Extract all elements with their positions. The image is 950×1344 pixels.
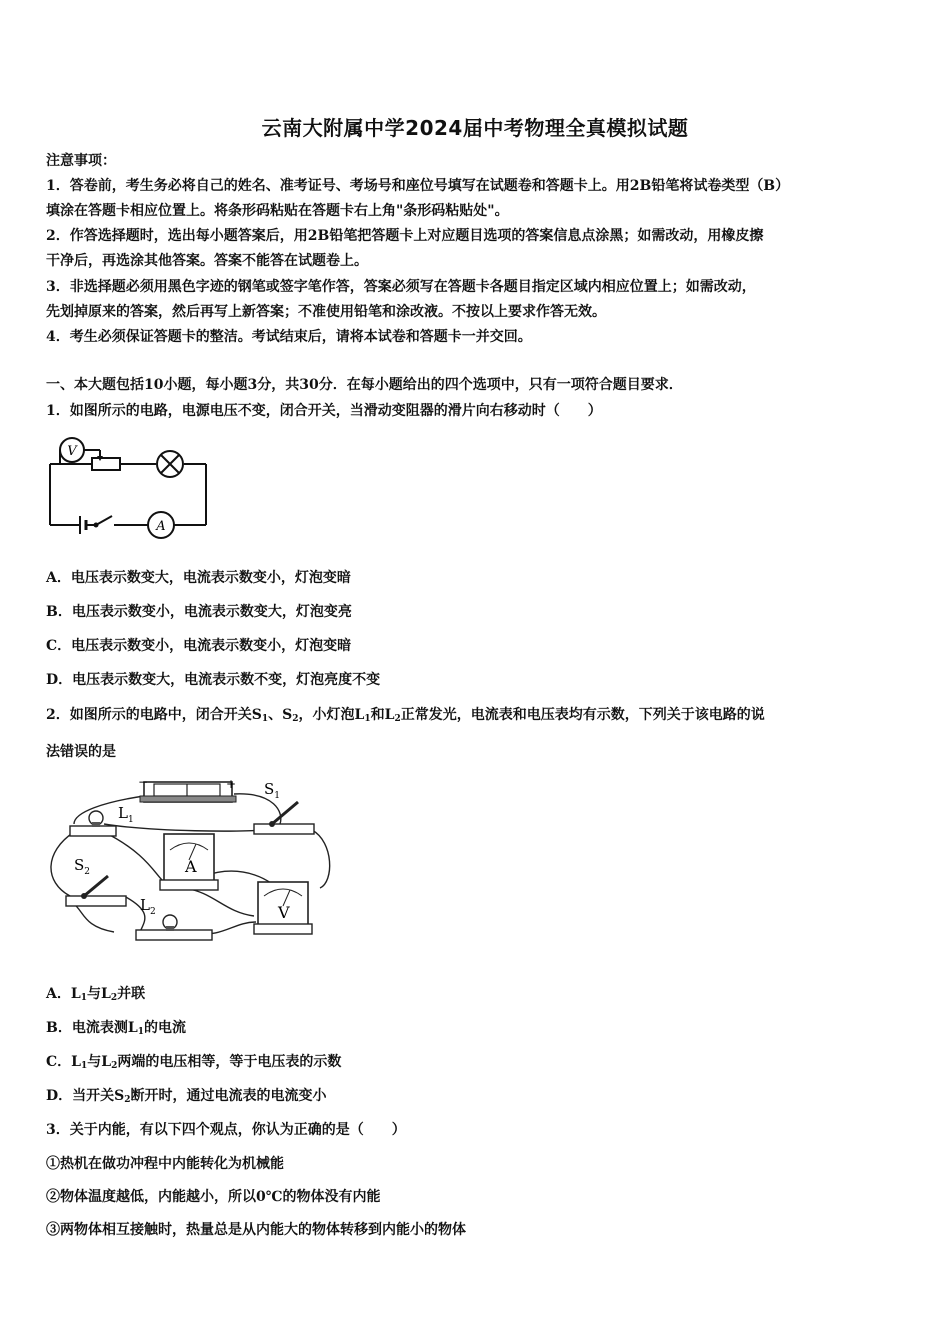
notice-line-1: 1．答卷前，考生务必将自己的姓名、准考证号、考场号和座位号填写在试题卷和答题卡上。用2B铅笔将试卷类型（B） [46,178,790,194]
q3-item-2: ②物体温度越低，内能越小，所以0℃的物体没有内能 [46,1189,381,1205]
q2-s1-label: $S_1$ [264,780,281,801]
q2-battery-icon [140,782,236,802]
q3-item-1: ①热机在做功冲程中内能转化为机械能 [46,1156,284,1172]
notice-line-7: 4．考生必须保证答题卡的整洁。考试结束后，请将本试卷和答题卡一并交回。 [46,329,532,345]
q1-battery-icon [80,516,86,534]
notice-line-6: 先划掉原来的答案，然后再写上新答案；不准使用铅笔和涂改液。不按以上要求作答无效。 [46,304,606,320]
q2-battery-plus: + [226,777,237,791]
q2-ammeter-label: A [185,857,197,876]
section-heading: 一、本大题包括10小题，每小题3分，共30分．在每小题给出的四个选项中，只有一项符合题目要求． [46,377,683,393]
q1-ammeter-label: A [156,519,166,534]
page-title: 云南大附属中学2024届中考物理全真模拟试题 [261,116,689,140]
q2-l1-label: $L_1$ [118,804,134,825]
notice-line-3: 2．作答选择题时，选出每小题答案后，用2B铅笔把答题卡上对应题目选项的答案信息点涂黑；如需改动，用橡皮擦 [46,228,764,244]
q1-voltmeter-label: V [67,444,77,459]
q1-option-c: C．电压表示数变小，电流表示数变小，灯泡变暗 [46,638,352,654]
q1-rheostat-icon [92,458,120,470]
q1-option-a: A．电压表示数变大，电流表示数变小，灯泡变暗 [46,570,351,586]
q1-lamp-icon [157,451,183,477]
q1-option-d: D．电压表示数变大，电流表示数不变，灯泡亮度不变 [46,672,381,688]
q2-option-a: A．$L_1$与$L_2$并联 [46,986,146,1003]
q2-option-d: D．当开关$S_2$断开时，通过电流表的电流变小 [46,1088,327,1105]
q2-s2-label: $S_2$ [74,856,91,877]
notice-line-4: 干净后，再选涂其他答案。答案不能答在试题卷上。 [46,253,368,269]
notice-line-2: 填涂在答题卡相应位置上。将条形码粘贴在答题卡右上角"条形码粘贴处"。 [46,203,509,219]
q2-circuit-figure [44,772,336,952]
notice-heading: 注意事项： [46,153,116,169]
q2-switch-s1-icon [254,802,314,834]
q2-switch-s2-icon [66,876,126,906]
q2-battery-minus: − [138,775,149,789]
q1-option-b: B．电压表示数变小，电流表示数变大，灯泡变亮 [46,604,352,620]
q2-lamp-l1-icon [70,811,116,836]
q2-lamp-l2-icon [136,915,212,940]
q1-stem: 1．如图所示的电路，电源电压不变，闭合开关，当滑动变阻器的滑片向右移动时（ ） [46,403,602,419]
notice-line-5: 3．非选择题必须用黑色字迹的钢笔或签字笔作答，答案必须写在答题卡各题目指定区域内相应位置上；如需改动， [46,279,756,295]
q1-circuit-figure [44,430,212,550]
q2-option-b: B．电流表测$L_1$的电流 [46,1020,186,1037]
q2-stem: 2．如图所示的电路中，闭合开关$S_1$、$S_2$，小灯泡$L_1$和$L_2$正常发光，电流表和电压表均有示数，下列关于该电路的说 [46,707,765,724]
q2-voltmeter-label: V [278,903,290,922]
q3-stem: 3．关于内能，有以下四个观点，你认为正确的是（ ） [46,1122,406,1138]
q2-option-c: C．$L_1$与$L_2$两端的电压相等，等于电压表的示数 [46,1054,342,1071]
q2-l2-label: $L_2$ [140,896,156,917]
q1-switch-icon [86,516,112,527]
q3-item-3: ③两物体相互接触时，热量总是从内能大的物体转移到内能小的物体 [46,1222,466,1238]
q2-stem-line2: 法错误的是 [46,744,116,760]
